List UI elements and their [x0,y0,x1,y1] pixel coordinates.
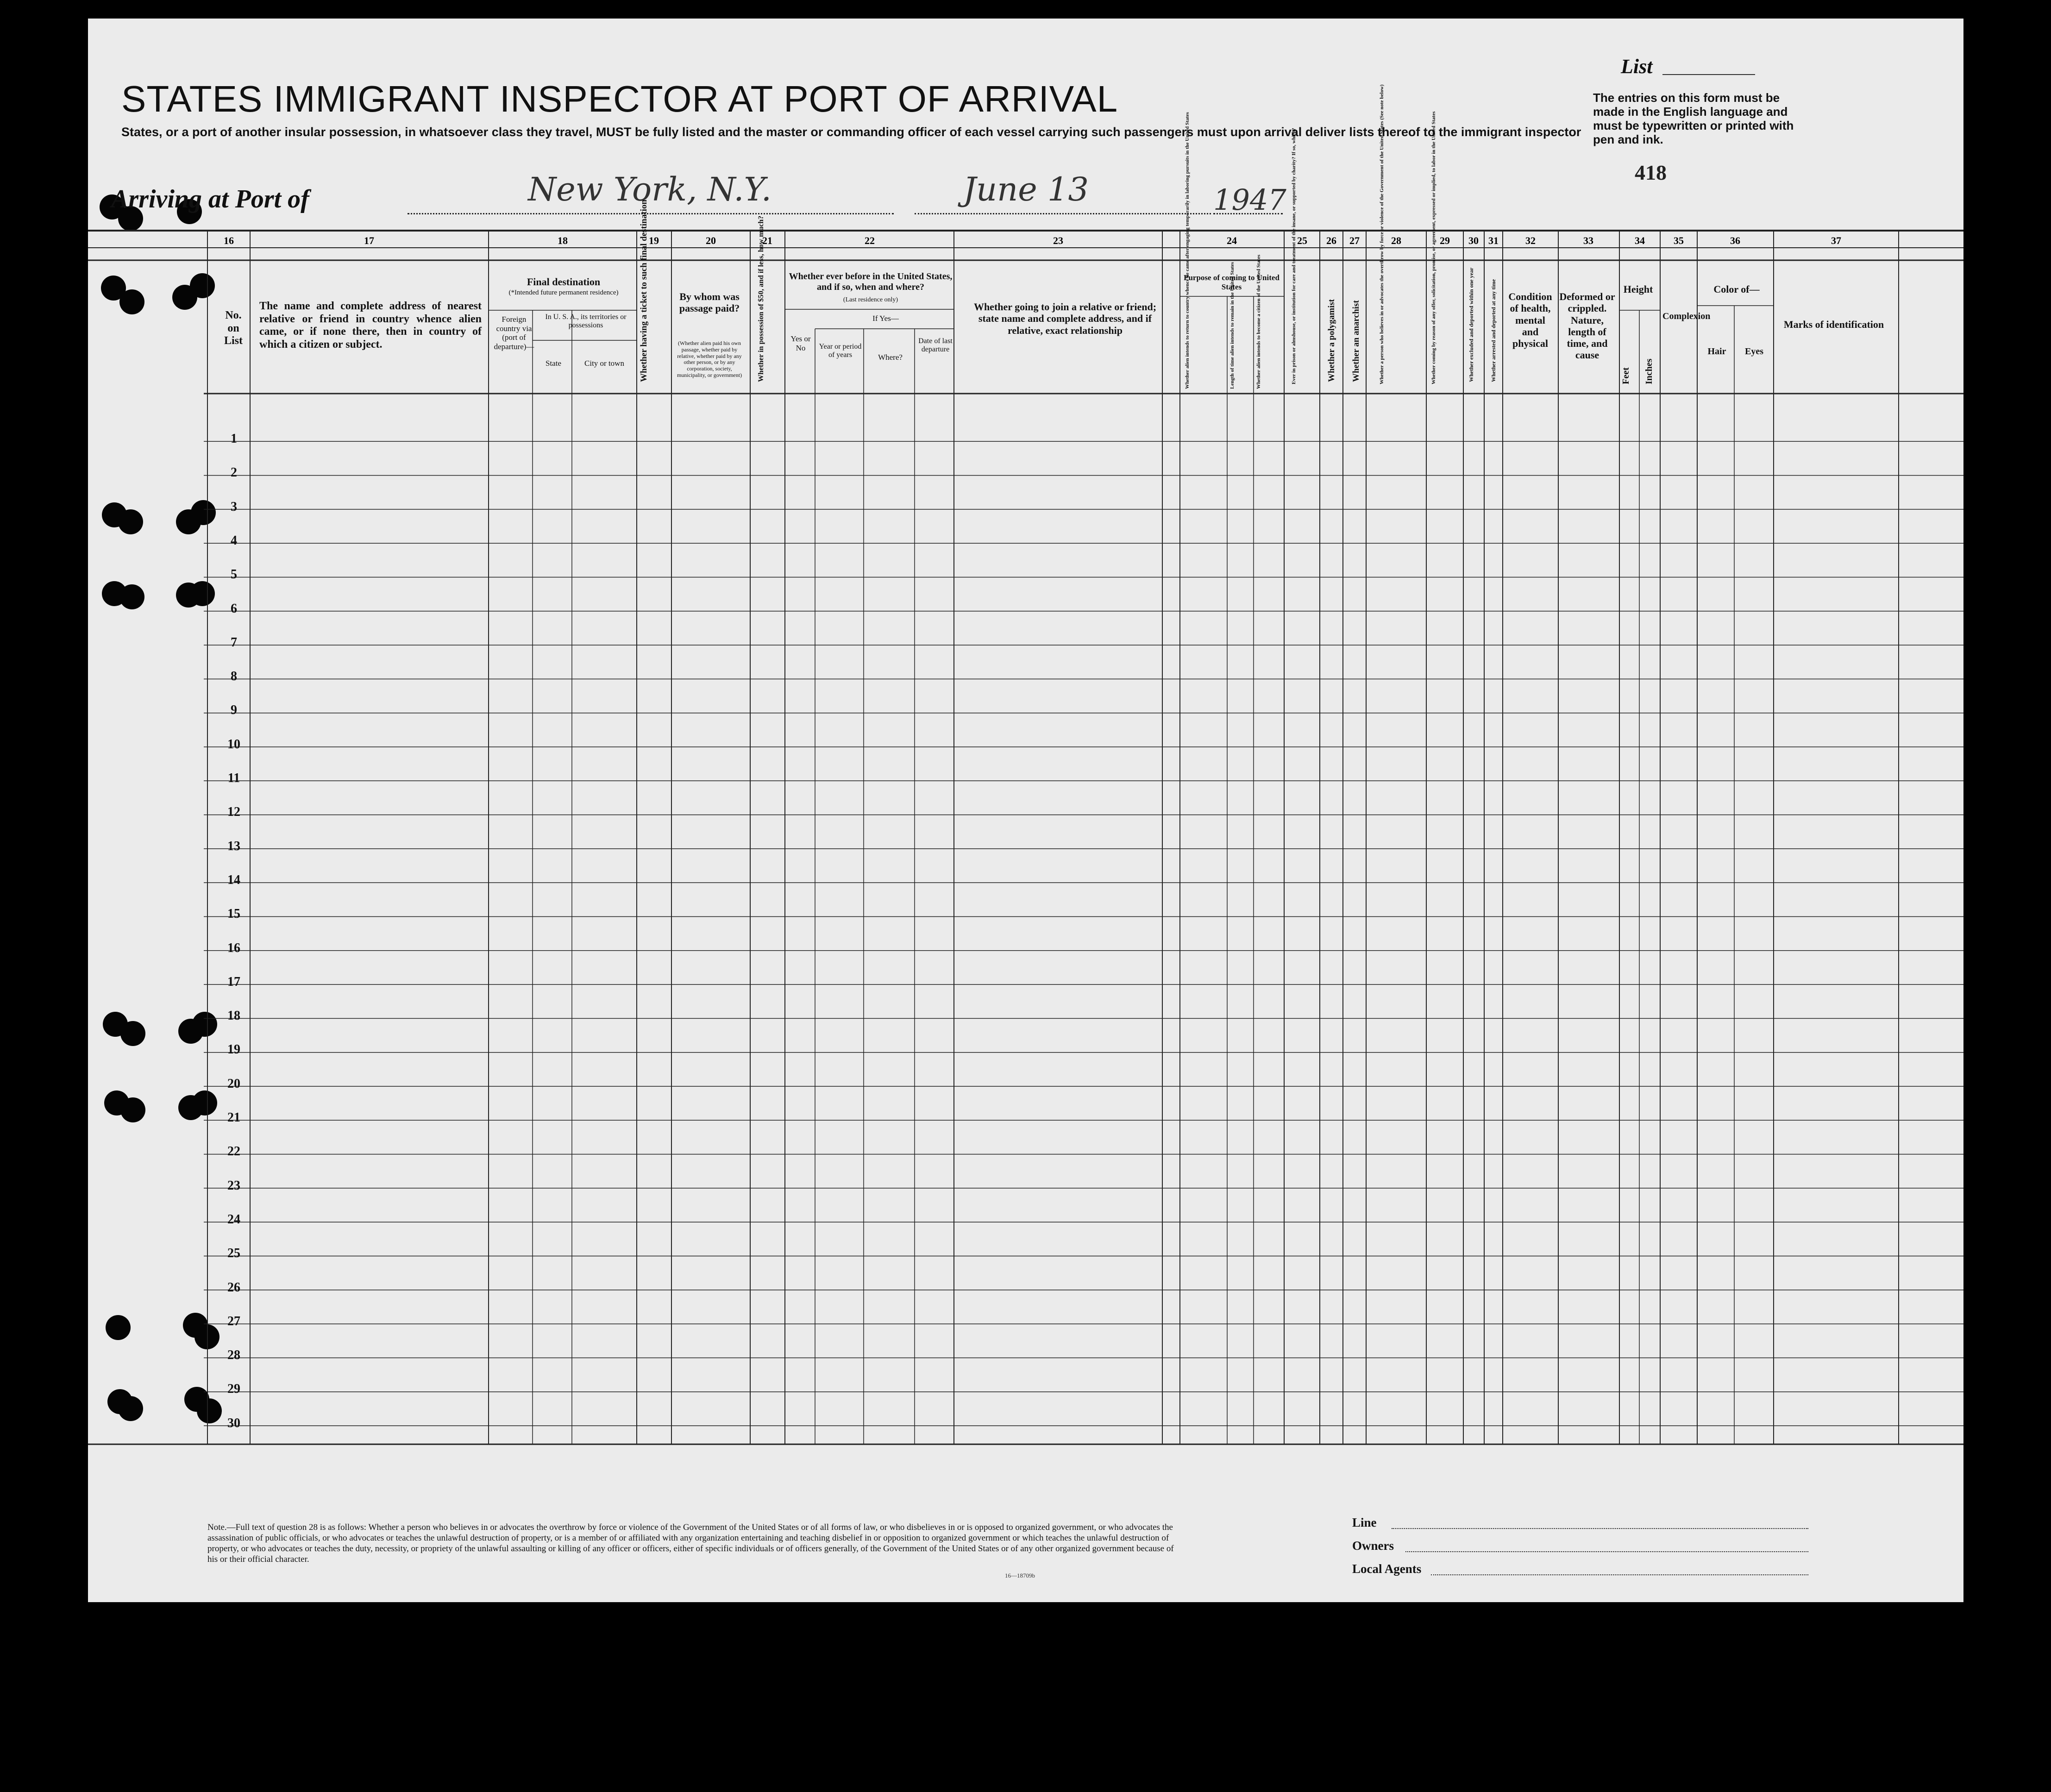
row-number: 5 [231,567,237,582]
row-number: 19 [227,1042,240,1057]
column-number: 19 [649,235,659,246]
header-yes-or-no: Yes or No [790,334,811,352]
row-number: 25 [227,1246,240,1261]
header-marks: Marks of identification [1783,319,1884,330]
question-28-note: Note.—Full text of question 28 is as follows: Whether a person who believes in or advocates the overthrow by force or violence of the Government of the United States or of all forms of law, or who disbelieves in or is opposed to organized government, or who advocates the assassination of public officials, or who advocates or teaches the unlawful destruction of property, or is a member of or affiliated with any organization entertaining and teaching disbelief in or opposition to organized government or which teaches the unlawful destruction of property, or who advocates or teaches the duty, necessity, or propriety of the unlawful assaulting or killing of any officer or officers, either of specific individuals or of officers generally, of the Government of the United States or of any other organized government because of his or their official character. [207,1523,1174,1564]
header-last-departure: Date of last departure [918,337,953,354]
column-number: 32 [1525,235,1536,246]
line-field [1392,1528,1808,1529]
header-city-or-town: City or town [584,359,624,368]
column-number: 37 [1831,235,1841,246]
arriving-at-port-label: Arriving at Port of [111,185,309,213]
row-number: 18 [227,1009,240,1023]
column-number: 24 [1227,235,1237,246]
header-polygamist: Whether a polygamist [1327,299,1336,382]
row-number: 26 [227,1280,240,1295]
column-number: 35 [1674,235,1684,246]
handwritten-port: New York, N.Y. [528,170,771,208]
column-number: 17 [364,235,374,246]
owners-field [1405,1551,1808,1552]
row-number: 8 [231,669,237,684]
header-passage-paid-note: (Whether alien paid his own passage, whether paid by relative, whether paid by any other person, or by any corporation, society, municipality, or government) [677,340,742,378]
header-going-to-join: Whether going to join a relative or friend; state name and complete address, and if relative, exact relationship [973,301,1157,336]
column-number: 16 [224,235,234,246]
column-number: 20 [706,235,716,246]
row-number: 9 [231,703,237,718]
header-prison: Ever in prison or almshouse, or institution for care and treatment of the insane, or supported by charity? If so, which? [1291,128,1297,384]
column-number: 23 [1053,235,1063,246]
header-eyes: Eyes [1745,346,1763,357]
column-number: 22 [865,235,875,246]
column-number: 25 [1297,235,1307,246]
local-agents-field [1431,1574,1808,1575]
column-number: 29 [1440,235,1450,246]
header-foreign-country: Foreign country via (port of departure)— [494,315,534,351]
header-ticket: Whether having a ticket to such final destination [639,200,649,382]
header-purpose: Purpose of coming to United States [1184,273,1280,291]
header-ever-before-note: (Last residence only) [843,296,898,303]
header-hair: Hair [1707,346,1726,357]
row-number: 4 [231,533,237,548]
header-year-period: Year or period of years [819,343,862,359]
header-possession-50: Whether in possession of $50, and if less, how much? [757,215,765,382]
form-code: 16—18709b [1005,1572,1035,1579]
header-inches: Inches [1644,358,1654,384]
header-passage-paid: By whom was passage paid? [679,291,740,314]
row-number: 14 [227,872,240,887]
row-number: 28 [227,1348,240,1363]
row-number: 20 [227,1076,240,1091]
row-number: 22 [227,1144,240,1159]
row-number: 15 [227,907,240,921]
header-no-on-list: No. on List [224,309,243,347]
header-anarchist: Whether an anarchist [1351,300,1361,382]
column-number: 30 [1468,235,1479,246]
form-subtitle: States, or a port of another insular possession, in whatsoever class they travel, MUST be fully listed and the master or commanding officer of each vessel carrying such passengers must upon arrival deliver lists thereof to the immigrant inspector [121,125,1581,139]
row-number: 2 [231,465,237,480]
list-label: List [1621,55,1653,78]
header-final-destination: Final destination [527,276,601,288]
column-number: 28 [1391,235,1401,246]
row-number: 3 [231,499,237,514]
row-number: 16 [227,940,240,955]
local-agents-label: Local Agents [1352,1562,1422,1576]
row-number: 21 [227,1110,240,1125]
line-label: Line [1352,1516,1377,1529]
header-state: State [546,359,561,368]
column-number: 33 [1583,235,1593,246]
row-number: 30 [227,1416,240,1430]
form-title: STATES IMMIGRANT INSPECTOR AT PORT OF ARRIVAL [121,78,1118,119]
column-number: 34 [1635,235,1645,246]
header-where: Where? [878,353,903,362]
header-nearest-relative: The name and complete address of nearest relative or friend in country whence alien came, or if none there, then in country of which a citizen or subject. [259,300,482,351]
row-number: 6 [231,601,237,616]
owners-label: Owners [1352,1539,1394,1553]
column-number: 21 [762,235,772,246]
column-number: 31 [1488,235,1499,246]
header-health: Condition of health, mental and physical [1508,291,1552,350]
column-number: 18 [558,235,568,246]
entries-note: The entries on this form must be made in the English language and must be typewritten or printed with pen and ink. [1593,91,1794,146]
header-final-destination-note: (*Intended future permanent residence) [508,289,619,296]
header-purpose-citizen: Whether alien intends to become a citizen of the United States [1256,254,1261,389]
column-number: 27 [1349,235,1360,246]
row-number: 29 [227,1382,240,1397]
header-color-of: Color of— [1713,283,1760,295]
header-purpose-length: Length of time alien intends to remain in the United States [1229,262,1235,389]
header-labor-offer: Whether coming by reason of any offer, solicitation, promise, or agreement, expressed or implied, to labor in the United States [1431,111,1436,384]
header-purpose-return: Whether alien intends to return to country whence he came after engaging temporarily in laboring pursuits in the United States [1185,112,1190,389]
row-number: 10 [227,737,240,752]
row-number: 24 [227,1212,240,1227]
row-number: 13 [227,839,240,853]
header-deformed: Deformed or crippled. Nature, length of time, and cause [1559,291,1615,361]
row-number: 7 [231,635,237,650]
page-number: 418 [1635,161,1667,184]
header-question-28: Whether a person who believes in or advocates the overthrow by force or violence of the Government of the United States (See note below) [1379,84,1385,384]
header-excluded: Whether excluded and deported within one year [1468,267,1474,382]
header-height: Height [1623,283,1653,295]
row-number: 1 [231,432,237,446]
header-ever-before: Whether ever before in the United States, and if so, when and where? [789,271,953,292]
column-number: 26 [1326,235,1336,246]
header-arrested: Whether arrested and deported at any time [1490,279,1497,382]
handwritten-year: 1947 [1213,183,1286,217]
header-in-usa: In U. S. A., its territories or possessions [545,313,627,330]
header-feet: Feet [1621,367,1631,384]
column-number: 36 [1730,235,1740,246]
handwritten-date: June 13 [963,170,1089,208]
row-number: 27 [227,1314,240,1328]
header-complexion: Complexion [1662,311,1711,321]
row-number: 11 [227,771,240,785]
row-number: 23 [227,1178,240,1193]
row-number: 17 [227,974,240,989]
header-if-yes: If Yes— [872,314,899,323]
row-number: 12 [227,805,240,820]
